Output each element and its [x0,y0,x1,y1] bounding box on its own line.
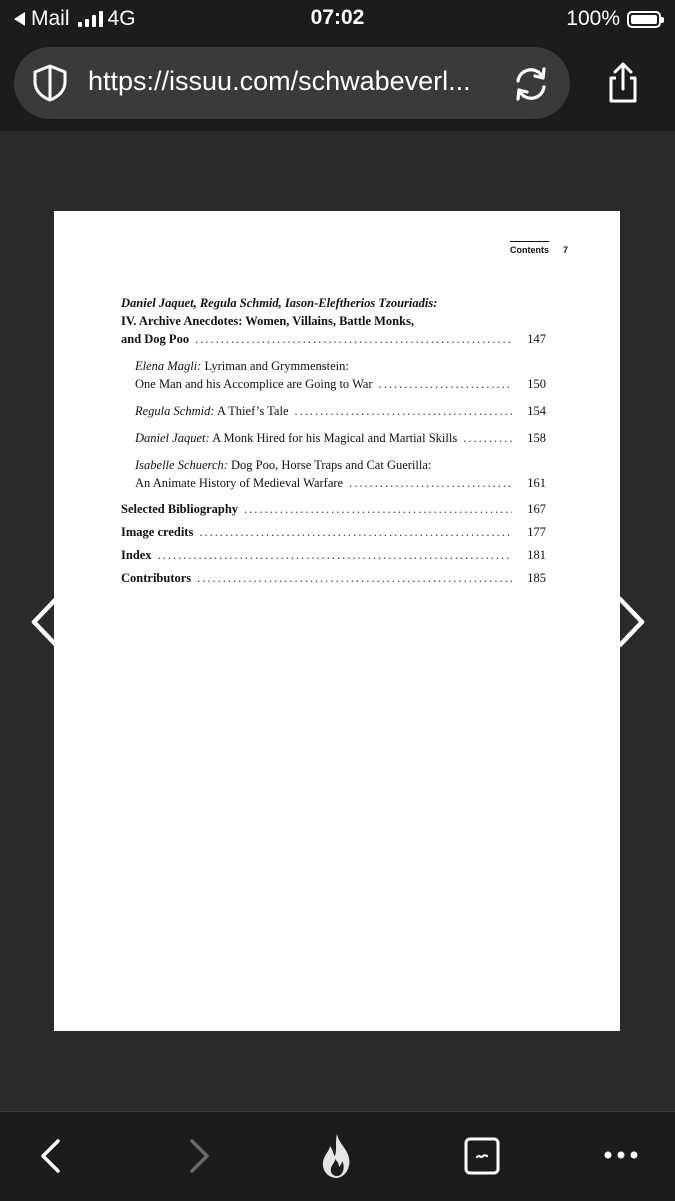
section-authors: Daniel Jaquet, Regula Schmid, Iason-Eleftherios Tzouriadis: [121,296,438,310]
forward-icon[interactable] [184,1138,214,1174]
status-bar [0,0,675,38]
toc-entry-label: Image credits [121,525,194,539]
flame-icon[interactable] [317,1132,357,1180]
share-icon[interactable] [604,62,642,104]
toc-entry-label: Contributors [121,571,192,585]
back-app-label: Mail [31,7,70,30]
toc-subentry[interactable] [121,456,546,492]
leader-dots [197,569,512,587]
toc-page-number: 167 [527,502,546,516]
address-bar[interactable] [14,47,570,119]
leader-dots [199,523,512,541]
running-header [510,245,568,255]
toc-entry-image-credits[interactable] [121,523,546,541]
subentry-title: A Monk Hired for his Magical and Martial Skills [212,431,458,445]
shield-icon[interactable] [30,63,70,103]
toc-section-row[interactable] [121,330,546,348]
back-icon[interactable] [36,1138,66,1174]
toc-subentry[interactable] [121,402,546,420]
subentry-title-cont: An Animate History of Medieval Warfare [135,476,344,490]
subentry-author: Daniel Jaquet: [135,431,210,445]
table-of-contents [121,294,546,587]
running-head-title: Contents [510,241,549,255]
clock: 07:02 [310,6,365,29]
leader-dots [463,429,512,447]
toc-page-number: 161 [527,476,546,490]
leader-dots [244,500,512,518]
subentry-title-cont: One Man and his Accomplice are Going to War [135,377,373,391]
toc-page-number: 150 [527,377,546,391]
toc-subentry[interactable] [121,429,546,447]
toc-subentry[interactable] [121,357,546,393]
battery-icon [627,11,661,28]
next-page-arrow-icon[interactable] [614,595,648,649]
subentry-author: Elena Magli: [135,359,202,373]
toc-entry-bibliography[interactable] [121,500,546,518]
document-page [54,211,620,1031]
toc-entry-index[interactable] [121,546,546,564]
toc-page-number: 181 [527,548,546,562]
tabs-icon[interactable] [463,1136,501,1176]
more-options-icon[interactable] [603,1148,639,1162]
leader-dots [158,546,512,564]
subentry-title: A Thief’s Tale [216,404,289,418]
subentry-author: Regula Schmid: [135,404,215,418]
leader-dots [195,330,512,348]
toc-entry-contributors[interactable] [121,569,546,587]
reload-icon[interactable] [511,65,551,103]
leader-dots [295,402,512,420]
url-text[interactable]: https://issuu.com/schwabeverl... [88,66,471,96]
running-head-page: 7 [562,245,568,255]
toc-page-number: 158 [527,431,546,445]
subentry-author: Isabelle Schuerch: [135,458,228,472]
leader-dots [349,474,512,492]
toc-page-number: 154 [527,404,546,418]
document-viewer[interactable] [0,131,675,1111]
leader-dots [379,375,512,393]
toc-page-number: 147 [527,332,546,346]
network-label: 4G [107,7,136,30]
toc-entry-label: Index [121,548,152,562]
battery-percent: 100% [566,7,620,30]
browser-toolbar [0,1111,675,1201]
toc-page-number: 185 [527,571,546,585]
subentry-title: Dog Poo, Horse Traps and Cat Guerilla: [231,458,432,472]
section-title-line2: and Dog Poo [121,332,190,346]
previous-page-arrow-icon[interactable] [28,595,62,649]
toc-page-number: 177 [527,525,546,539]
subentry-title: Lyriman and Grymmenstein: [204,359,349,373]
battery-status [566,7,661,31]
section-title-line1: IV. Archive Anecdotes: Women, Villains, Battle Monks, [121,314,415,328]
toc-entry-label: Selected Bibliography [121,502,239,516]
